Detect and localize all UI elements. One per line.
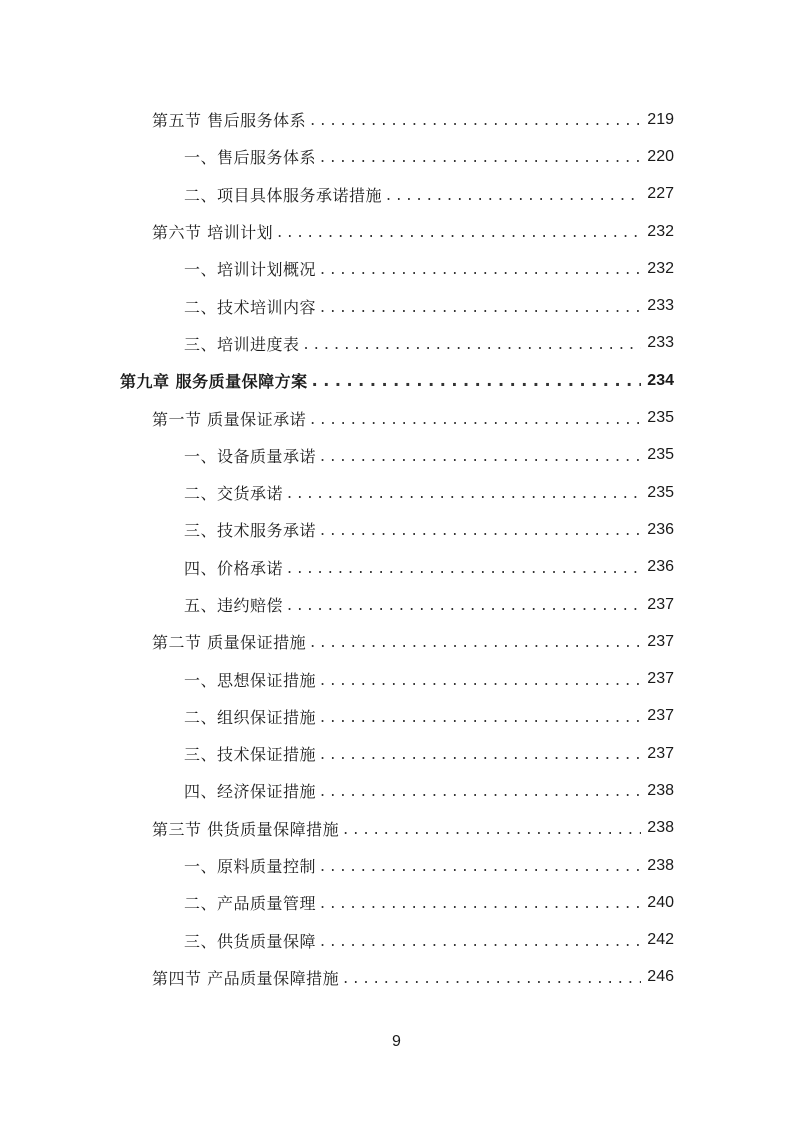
- toc-entry-label: 第三节 供货质量保障措施: [152, 819, 340, 839]
- toc-dot-leader: [304, 334, 642, 353]
- toc-dot-leader: [343, 819, 641, 838]
- toc-dot-leader: [320, 707, 641, 726]
- toc-entry-chapter[interactable]: [0, 362, 793, 399]
- toc-entry-label: 三、培训进度表: [184, 334, 300, 354]
- toc-entry-label: 四、经济保证措施: [184, 782, 317, 802]
- toc-entry-page: 219: [647, 110, 674, 128]
- toc-entry-label: 三、技术服务承诺: [184, 521, 317, 541]
- toc-entry-item[interactable]: [0, 250, 793, 287]
- toc-entry-page: 232: [647, 222, 674, 240]
- toc-entry-section[interactable]: [0, 399, 793, 436]
- toc-entry-label: 四、价格承诺: [184, 558, 284, 578]
- toc-entry-page: 233: [647, 334, 674, 352]
- toc-dot-leader: [287, 483, 641, 502]
- toc-dot-leader: [320, 893, 641, 912]
- toc-entry-page: 237: [647, 744, 674, 762]
- toc-dot-leader: [320, 520, 641, 539]
- toc-entry-label: 第一节 质量保证承诺: [152, 409, 307, 429]
- toc-entry-page: 237: [647, 707, 674, 725]
- toc-entry-page: 227: [647, 185, 674, 203]
- toc-entry-item[interactable]: [0, 176, 793, 213]
- toc-dot-leader: [343, 968, 641, 987]
- toc-dot-leader: [320, 744, 641, 763]
- toc-entry-label: 二、交货承诺: [184, 484, 284, 504]
- toc-entry-page: 237: [647, 670, 674, 688]
- toc-entry-label: 三、技术保证措施: [184, 745, 317, 765]
- toc-entry-item[interactable]: [0, 511, 793, 548]
- toc-dot-leader: [277, 222, 641, 241]
- toc-entry-item[interactable]: [0, 772, 793, 809]
- toc-entry-item[interactable]: [0, 325, 793, 362]
- table-of-contents: [0, 101, 793, 996]
- toc-entry-section[interactable]: [0, 623, 793, 660]
- toc-entry-page: 238: [647, 856, 674, 874]
- toc-entry-label: 二、产品质量管理: [184, 894, 317, 914]
- toc-entry-label: 二、技术培训内容: [184, 297, 317, 317]
- toc-entry-label: 第四节 产品质量保障措施: [152, 968, 340, 988]
- toc-entry-page: 237: [647, 595, 674, 613]
- toc-entry-page: 240: [647, 893, 674, 911]
- toc-dot-leader: [320, 856, 641, 875]
- toc-entry-page: 234: [647, 371, 674, 389]
- toc-entry-label: 第九章 服务质量保障方案: [120, 372, 308, 392]
- toc-entry-page: 220: [647, 147, 674, 165]
- toc-dot-leader: [287, 595, 641, 614]
- toc-entry-item[interactable]: [0, 922, 793, 959]
- toc-dot-leader: [320, 781, 641, 800]
- toc-dot-leader: [320, 147, 641, 166]
- toc-entry-section[interactable]: [0, 101, 793, 138]
- toc-entry-page: 236: [647, 558, 674, 576]
- toc-entry-section[interactable]: [0, 810, 793, 847]
- toc-entry-label: 一、培训计划概况: [184, 260, 317, 280]
- toc-entry-page: 235: [647, 483, 674, 501]
- toc-entry-label: 第五节 售后服务体系: [152, 111, 307, 131]
- toc-entry-page: 232: [647, 259, 674, 277]
- toc-dot-leader: [320, 670, 641, 689]
- toc-entry-item[interactable]: [0, 437, 793, 474]
- toc-entry-page: 238: [647, 819, 674, 837]
- toc-entry-label: 二、项目具体服务承诺措施: [184, 185, 383, 205]
- toc-entry-label: 二、组织保证措施: [184, 707, 317, 727]
- toc-entry-page: 246: [647, 968, 674, 986]
- toc-entry-label: 三、供货质量保障: [184, 931, 317, 951]
- toc-entry-label: 一、售后服务体系: [184, 148, 317, 168]
- toc-entry-label: 五、违约赔偿: [184, 596, 284, 615]
- toc-entry-section[interactable]: [0, 959, 793, 996]
- toc-dot-leader: [287, 558, 641, 577]
- toc-entry-item[interactable]: [0, 138, 793, 175]
- toc-entry-label: 一、思想保证措施: [184, 670, 317, 690]
- toc-entry-item[interactable]: [0, 549, 793, 586]
- toc-dot-leader: [310, 110, 641, 129]
- toc-entry-label: 第六节 培训计划: [152, 223, 274, 243]
- toc-dot-leader: [320, 259, 641, 278]
- toc-entry-item[interactable]: [0, 698, 793, 735]
- toc-entry-label: 第二节 质量保证措施: [152, 633, 307, 653]
- toc-entry-item[interactable]: [0, 287, 793, 324]
- toc-entry-item[interactable]: [0, 474, 793, 511]
- toc-entry-page: 235: [647, 446, 674, 464]
- toc-dot-leader: [310, 409, 641, 428]
- toc-entry-item[interactable]: [0, 847, 793, 884]
- toc-dot-leader: [320, 297, 641, 316]
- toc-entry-item[interactable]: [0, 735, 793, 772]
- toc-dot-leader: [312, 371, 642, 390]
- toc-entry-page: 238: [647, 781, 674, 799]
- toc-entry-page: 237: [647, 632, 674, 650]
- toc-entry-page: 235: [647, 409, 674, 427]
- toc-entry-item[interactable]: [0, 884, 793, 921]
- toc-dot-leader: [310, 632, 641, 651]
- toc-entry-label: 一、原料质量控制: [184, 857, 317, 877]
- toc-dot-leader: [386, 185, 641, 204]
- toc-entry-section[interactable]: [0, 213, 793, 250]
- toc-entry-page: 233: [647, 297, 674, 315]
- toc-dot-leader: [320, 931, 641, 950]
- toc-entry-label: 一、设备质量承诺: [184, 446, 317, 466]
- toc-entry-item[interactable]: [0, 660, 793, 697]
- toc-dot-leader: [320, 446, 641, 465]
- page-number: 9: [392, 1033, 401, 1050]
- toc-entry-item[interactable]: [0, 586, 793, 623]
- toc-entry-page: 236: [647, 520, 674, 538]
- toc-entry-page: 242: [647, 931, 674, 949]
